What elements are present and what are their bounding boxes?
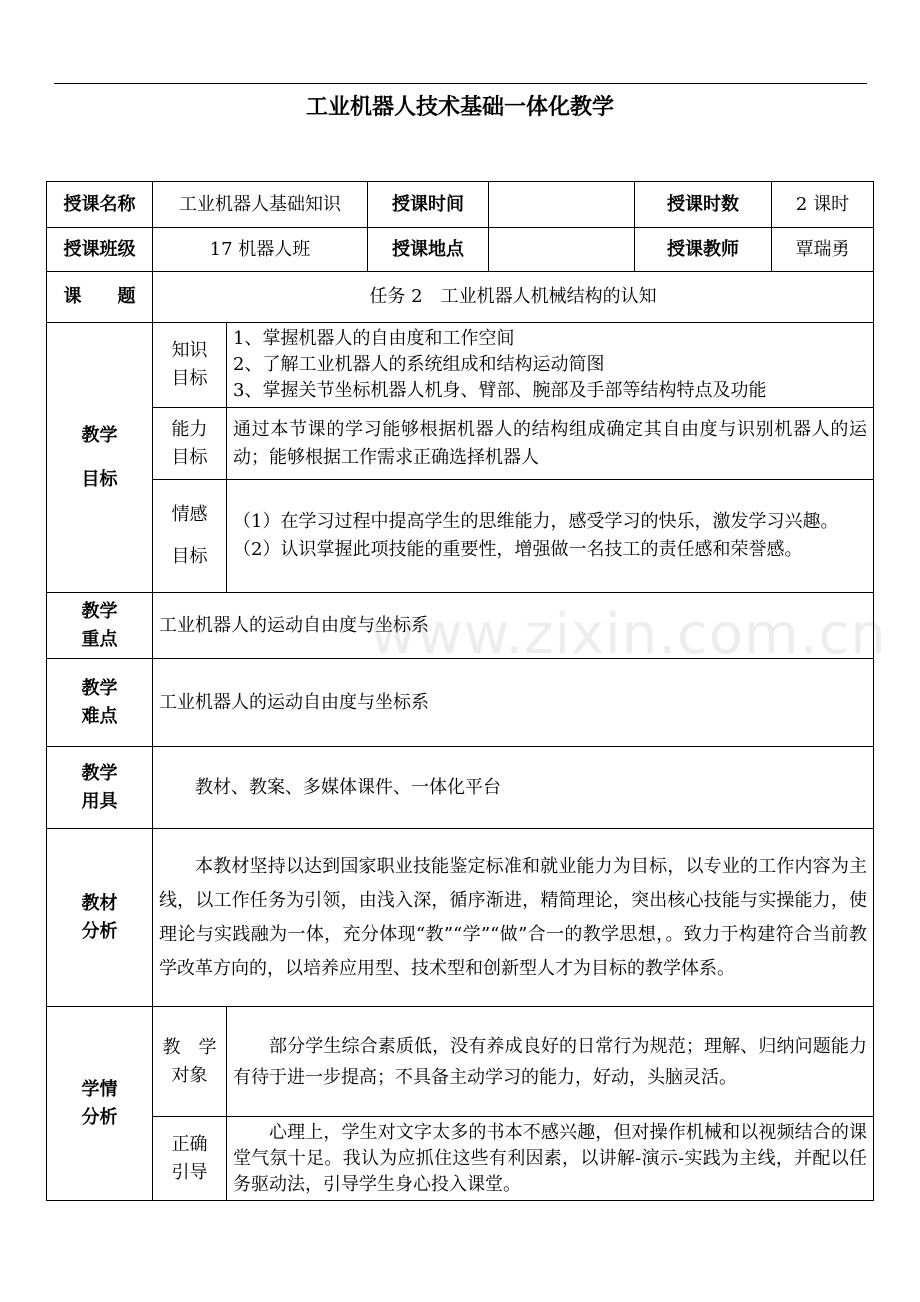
difficulties-label: [47, 659, 153, 747]
tools-label-line2: 用具: [81, 790, 118, 812]
emotion-label-line2: 目标: [171, 546, 208, 567]
difficulties-value: 工业机器人的运动自由度与坐标系: [153, 659, 874, 747]
header-rule: [54, 83, 867, 84]
time-value: [489, 182, 635, 228]
document-title: 工业机器人技术基础一体化教学: [305, 95, 614, 120]
row-ability-objective: [47, 408, 874, 480]
objectives-label: [47, 323, 153, 593]
row-topic: [47, 272, 874, 323]
emotion-objective-label: [153, 480, 227, 593]
ability-objective-label: [153, 408, 227, 480]
emotion-item: （2）认识掌握此项技能的重要性，增强做一名技工的责任感和荣誉感。: [233, 539, 803, 560]
difficulties-label-line2: 难点: [81, 705, 118, 727]
guidance-label-line1: 正确: [171, 1133, 208, 1155]
row-knowledge-objective: [47, 323, 874, 408]
emotion-objective-items: [227, 480, 874, 593]
student-label-line1: 学情: [81, 1078, 118, 1100]
hours-label: 授课时数: [635, 182, 772, 228]
knowledge-label-line1: 知识: [171, 340, 208, 361]
textbook-label-line2: 分析: [81, 920, 118, 942]
knowledge-objective-label: [153, 323, 227, 408]
teacher-label: 授课教师: [635, 228, 772, 272]
row-difficulties: [47, 659, 874, 747]
tools-label: [47, 747, 153, 829]
student-guidance-text: 心理上，学生对文字太多的书本不感兴趣，但对操作机械和以视频结合的课堂气氛十足。我认为应抓住这些有利因素，以讲解-演示-实践为主线，并配以任务驱动法，引导学生身心投入课堂。: [227, 1117, 874, 1201]
place-label: 授课地点: [368, 228, 489, 272]
row-student-guidance: [47, 1117, 874, 1201]
course-name-label: 授课名称: [47, 182, 153, 228]
tools-label-line1: 教学: [81, 762, 118, 784]
student-guidance-label: [153, 1117, 227, 1201]
ability-label-line1: 能力: [171, 418, 208, 440]
teacher-value: 覃瑞勇: [772, 228, 874, 272]
place-value: [489, 228, 635, 272]
knowledge-item: 3、掌握关节坐标机器人机身、臂部、腕部及手部等结构特点及功能: [233, 380, 767, 401]
knowledge-objective-items: [227, 323, 874, 408]
emotion-label-line1: 情感: [171, 504, 208, 525]
topic-value: 任务 2 工业机器人机械结构的认知: [153, 272, 874, 323]
knowledge-item: 2、了解工业机器人的系统组成和结构运动简图: [233, 354, 605, 375]
row-tools: [47, 747, 874, 829]
row-emotion-objective: [47, 480, 874, 593]
row-course-info: [47, 182, 874, 228]
topic-label: 课 题: [47, 272, 153, 323]
class-label: 授课班级: [47, 228, 153, 272]
student-label-line2: 分析: [81, 1106, 118, 1128]
student-analysis-label: [47, 1007, 153, 1201]
guidance-label-line2: 引导: [171, 1161, 208, 1183]
textbook-label-line1: 教材: [81, 892, 118, 914]
objectives-label-line1: 教学: [81, 424, 118, 446]
key-points-label-line1: 教学: [81, 600, 118, 622]
objectives-label-line2: 目标: [81, 468, 118, 490]
difficulties-label-line1: 教学: [81, 677, 118, 699]
tools-value: 教材、教案、多媒体课件、一体化平台: [153, 747, 874, 829]
target-label-line2: 对象: [171, 1064, 208, 1086]
ability-label-line2: 目标: [171, 446, 208, 468]
row-textbook-analysis: [47, 829, 874, 1007]
emotion-item: （1）在学习过程中提高学生的思维能力，感受学习的快乐，激发学习兴趣。: [233, 511, 839, 532]
row-key-points: [47, 593, 874, 659]
lesson-plan-table: [46, 181, 874, 1201]
knowledge-label-line2: 目标: [171, 368, 208, 389]
row-class-info: [47, 228, 874, 272]
ability-objective-text: 通过本节课的学习能够根据机器人的结构组成确定其自由度与识别机器人的运动；能够根据工作需求正确选择机器人: [227, 408, 874, 480]
row-student-target: [47, 1007, 874, 1117]
course-name-value: 工业机器人基础知识: [153, 182, 368, 228]
watermark: www.zixin.com.cn: [370, 602, 887, 667]
textbook-analysis-text: 本教材坚持以达到国家职业技能鉴定标准和就业能力为目标，以专业的工作内容为主线，以工作任务为引领，由浅入深，循序渐进，精简理论，突出核心技能与实操能力，使理论与实践融为一体，充分体现“教”“学”“做”合一的教学思想，。致力于构建符合当前教学改革方向的，以培养应用型、技术型和创新型人才为目标的教学体系。: [153, 829, 874, 1007]
student-target-text: 部分学生综合素质低，没有养成良好的日常行为规范；理解、归纳问题能力有待于进一步提高；不具备主动学习的能力，好动，头脑灵活。: [227, 1007, 874, 1117]
class-value: 17 机器人班: [153, 228, 368, 272]
hours-value: 2 课时: [772, 182, 874, 228]
target-label-line1: 教 学: [162, 1036, 217, 1058]
textbook-analysis-label: [47, 829, 153, 1007]
key-points-label-line2: 重点: [81, 628, 118, 650]
student-target-label: [153, 1007, 227, 1117]
key-points-value: 工业机器人的运动自由度与坐标系: [153, 593, 874, 659]
time-label: 授课时间: [368, 182, 489, 228]
key-points-label: [47, 593, 153, 659]
knowledge-item: 1、掌握机器人的自由度和工作空间: [233, 328, 515, 349]
